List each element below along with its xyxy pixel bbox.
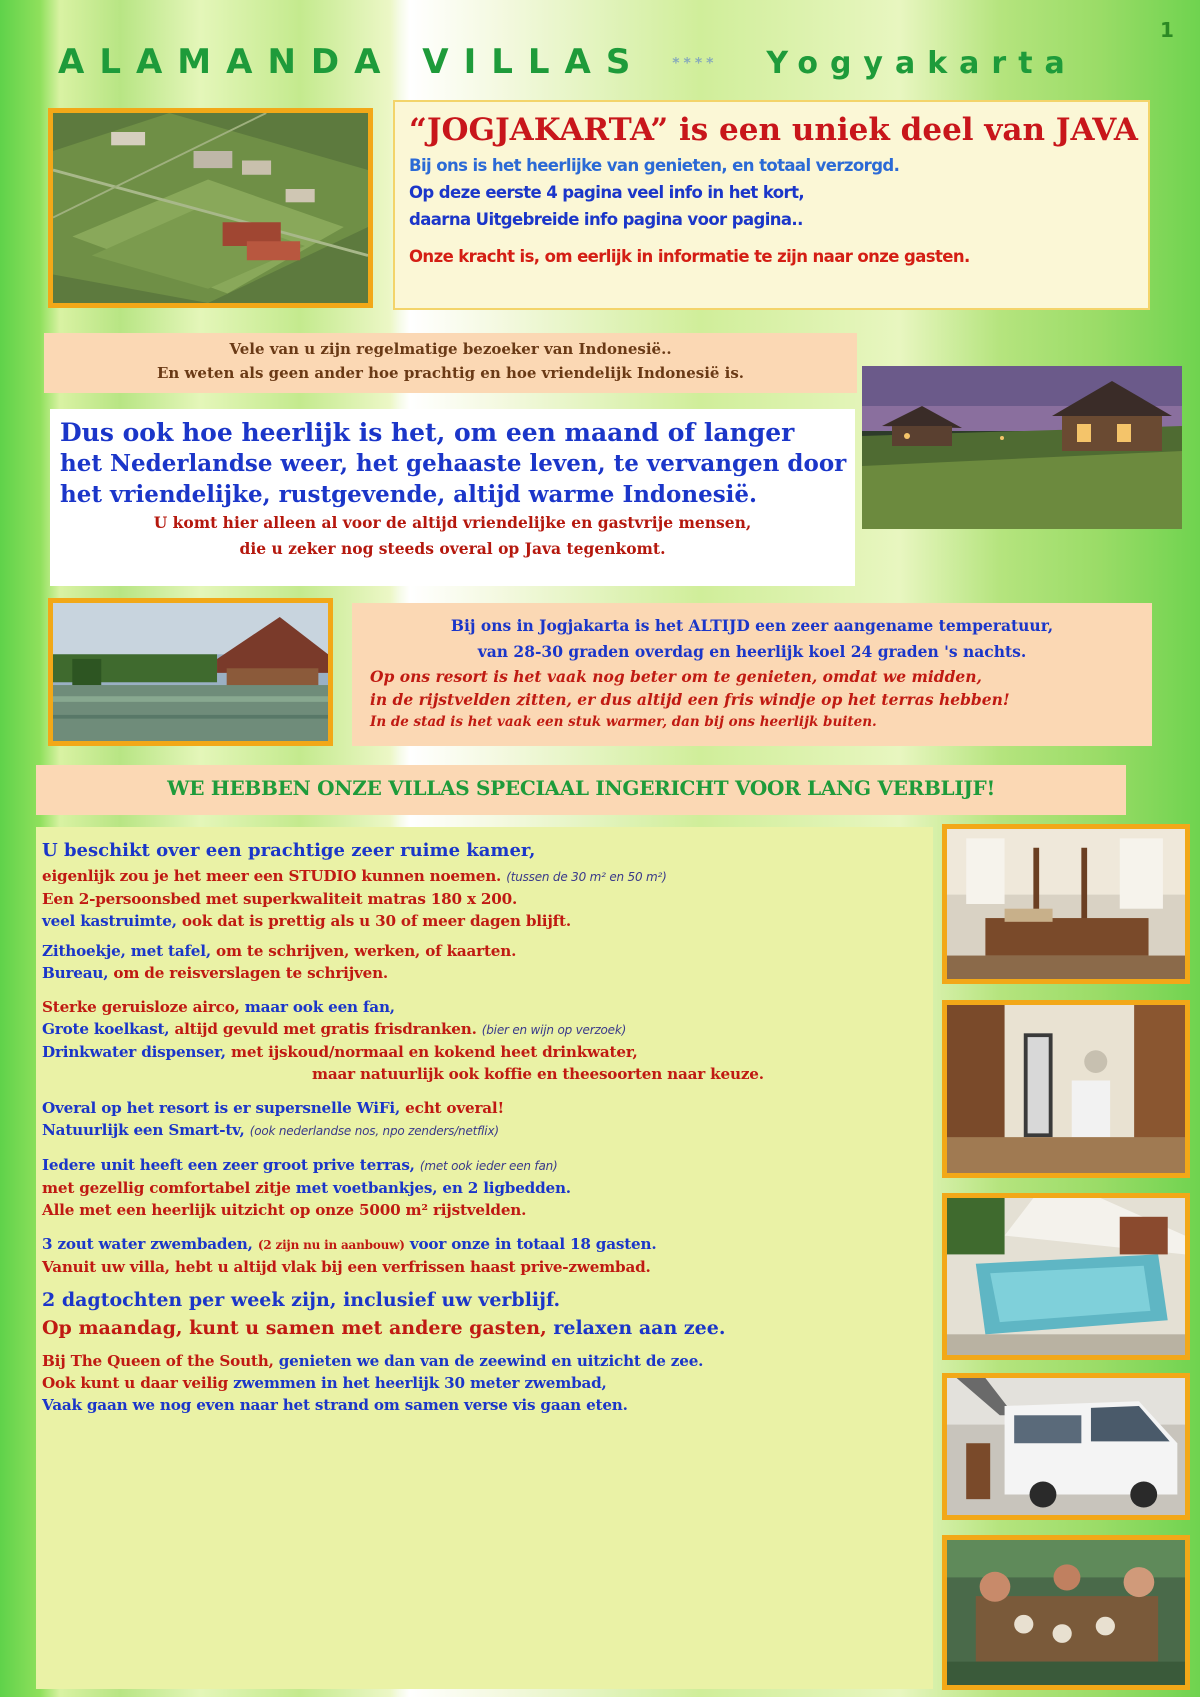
room-line-3: veel kastruimte, ook dat is prettig als u 30 of meer dagen blijft. <box>42 912 571 930</box>
wifi-line-2: Natuurlijk een Smart-tv, (ook nederlandse nos, npo zenders/netflix) <box>42 1121 499 1139</box>
long-stay-line-3: het vriendelijke, rustgevende, altijd warme Indonesië. <box>60 481 758 508</box>
temperature-line-1: Bij ons in Jogjakarta is het ALTIJD een zeer aangename temperatuur, <box>450 616 1054 635</box>
intro-line-4: Onze kracht is, om eerlijk in informatie te zijn naar onze gasten. <box>409 247 970 266</box>
city-name: Yogyakarta <box>766 46 1077 81</box>
pool-photo <box>942 1193 1190 1360</box>
intro-line-1: Bij ons is het heerlijke van genieten, en totaal verzorgd. <box>409 156 900 175</box>
queen-line-3: Vaak gaan we nog even naar het strand om samen verse vis gaan eten. <box>42 1396 628 1414</box>
long-stay-box <box>50 409 855 586</box>
minivan-photo <box>942 1373 1190 1520</box>
visitors-line-1: Vele van u zijn regelmatige bezoeker van Indonesië.. <box>229 340 672 358</box>
airco-line-1: Sterke geruisloze airco, maar ook een fan, <box>42 998 395 1016</box>
aerial-villas-photo <box>48 108 373 308</box>
intro-line-3: daarna Uitgebreide info pagina voor pagina.. <box>409 210 803 229</box>
pond-villa-photo <box>48 598 333 746</box>
long-stay-line-5: die u zeker nog steeds overal op Java tegenkomt. <box>239 539 666 558</box>
room-line-2: Een 2-persoonsbed met superkwaliteit matras 180 x 200. <box>42 890 518 908</box>
airco-line-3: Drinkwater dispenser, met ijskoud/normaal en kokend heet drinkwater, <box>42 1043 638 1061</box>
long-stay-line-1: Dus ook hoe heerlijk is het, om een maand of langer <box>60 418 795 447</box>
terrace-line-2: met gezellig comfortabel zitje met voetbankjes, en 2 ligbedden. <box>42 1179 571 1197</box>
banner-text: WE HEBBEN ONZE VILLAS SPECIAAL INGERICHT VOOR LANG VERBLIJF! <box>167 776 995 800</box>
long-stay-line-4: U komt hier alleen al voor de altijd vriendelijke en gastvrije mensen, <box>153 513 752 532</box>
wifi-line-1: Overal op het resort is er supersnelle WiFi, echt overal! <box>42 1099 504 1117</box>
temperature-line-3: Op ons resort is het vaak nog beter om te genieten, omdat we midden, <box>370 667 982 686</box>
terrace-line-1: Iedere unit heeft een zeer groot prive terras, (met ook ieder een fan) <box>42 1156 558 1174</box>
temperature-line-5: In de stad is het vaak een stuk warmer, dan bij ons heerlijk buiten. <box>370 714 877 730</box>
long-stay-banner <box>36 765 1126 815</box>
trips-line-2: Op maandag, kunt u samen met andere gasten, relaxen aan zee. <box>42 1317 726 1339</box>
intro-title: “JOGJAKARTA” is een uniek deel van JAVA <box>409 112 1138 148</box>
airco-line-4: maar natuurlijk ook koffie en theesoorten naar keuze. <box>312 1065 764 1083</box>
brand-name: ALAMANDA VILLAS <box>58 42 646 82</box>
room-title: U beschikt over een prachtige zeer ruime kamer, <box>42 840 536 861</box>
airco-line-2: Grote koelkast, altijd gevuld met gratis frisdranken. (bier en wijn op verzoek) <box>42 1020 627 1038</box>
temperature-line-4: in de rijstvelden zitten, er dus altijd een fris windje op het terras hebben! <box>370 690 1010 709</box>
intro-box <box>393 100 1150 310</box>
star-rating: **** <box>672 55 718 72</box>
queen-line-1: Bij The Queen of the South, genieten we dan van de zeewind en uitzicht de zee. <box>42 1352 704 1370</box>
terrace-line-3: Alle met een heerlijk uitzicht op onze 5000 m² rijstvelden. <box>42 1201 527 1219</box>
trips-line-1: 2 dagtochten per week zijn, inclusief uw verblijf. <box>42 1289 561 1311</box>
visitors-line-2: En weten als geen ander hoe prachtig en hoe vriendelijk Indonesië is. <box>156 364 745 382</box>
queen-line-2: Ook kunt u daar veilig zwemmen in het heerlijk 30 meter zwembad, <box>42 1374 607 1392</box>
features-box <box>36 827 933 1689</box>
page-number: 1 <box>1160 18 1174 42</box>
page-title <box>58 42 1077 82</box>
sit-line-1: Zithoekje, met tafel, om te schrijven, werken, of kaarten. <box>42 942 517 960</box>
sit-line-2: Bureau, om de reisverslagen te schrijven. <box>42 964 389 982</box>
long-stay-line-2: het Nederlandse weer, het gehaaste leven, te vervangen door <box>60 450 847 477</box>
visitors-box <box>44 333 857 393</box>
temperature-line-2: van 28-30 graden overdag en heerlijk koel 24 graden 's nachts. <box>477 642 1027 661</box>
pool-line-2: Vanuit uw villa, hebt u altijd vlak bij een verfrissen haast prive-zwembad. <box>42 1258 651 1276</box>
kitchen-photo <box>942 1000 1190 1178</box>
studio-room-photo <box>942 824 1190 984</box>
temperature-box <box>352 603 1152 746</box>
pool-line-1: 3 zout water zwembaden, (2 zijn nu in aanbouw) voor onze in totaal 18 gasten. <box>42 1235 657 1253</box>
beach-dinner-photo <box>942 1535 1190 1690</box>
evening-villas-photo <box>862 366 1182 529</box>
room-line-1: eigenlijk zou je het meer een STUDIO kunnen noemen. (tussen de 30 m² en 50 m²) <box>42 867 667 885</box>
intro-line-2: Op deze eerste 4 pagina veel info in het kort, <box>409 183 805 202</box>
